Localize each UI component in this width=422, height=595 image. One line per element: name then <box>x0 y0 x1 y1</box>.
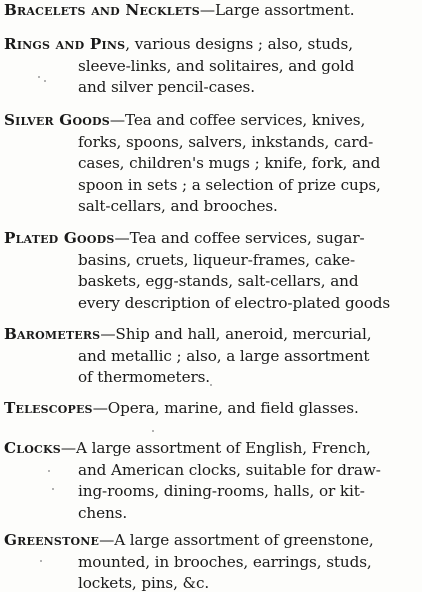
entry-text: Ship and hall, aneroid, mercurial, <box>115 325 372 343</box>
entry-heading: Bracelets and Necklets <box>4 1 200 19</box>
print-speck <box>40 560 42 562</box>
entry-line <box>0 34 418 56</box>
entry-text: Tea and coffee services, knives, <box>125 111 366 129</box>
entry-text: baskets, egg-stands, salt-cellars, and <box>78 272 359 290</box>
entry-line <box>0 398 418 420</box>
entry-text: of thermometers. <box>78 368 211 386</box>
entry-separator: — <box>199 1 215 19</box>
entry-heading: Greenstone <box>4 531 100 549</box>
entry-line <box>0 228 418 250</box>
print-speck <box>38 76 40 78</box>
entry-text: and silver pencil-cases. <box>78 78 255 96</box>
entry-text: salt-cellars, and brooches. <box>78 197 278 215</box>
entry-text: sleeve-links, and solitaires, and gold <box>78 56 355 75</box>
entry-separator: — <box>92 399 108 417</box>
entry-heading: Clocks <box>4 439 61 457</box>
entry-text: spoon in sets ; a selection of prize cups, <box>78 175 381 194</box>
entry-heading: Plated Goods <box>4 229 115 247</box>
entry-text: every description of electro-plated goods <box>78 293 391 312</box>
entry-text: A large assortment of greenstone, <box>114 531 374 549</box>
entry-text: Tea and coffee services, sugar- <box>129 229 365 247</box>
entry-heading: Barometers <box>4 325 101 343</box>
entry-separator: — <box>60 439 76 457</box>
entry-text: A large assortment of English, French, <box>75 439 371 457</box>
entry-rings <box>0 34 418 99</box>
entry-text: cases, children's mugs ; knife, fork, and <box>78 154 381 172</box>
entry-separator: — <box>114 229 130 247</box>
entry-line <box>0 324 418 346</box>
entry-separator: — <box>100 325 116 343</box>
entry-text: lockets, pins, &c. <box>78 574 210 592</box>
entry-text: chens. <box>78 503 128 522</box>
entry-barometers <box>0 324 418 389</box>
entry-line <box>0 110 418 132</box>
entry-heading: Telescopes <box>4 399 93 417</box>
entry-clocks <box>0 438 418 524</box>
entry-telescopes <box>0 398 418 420</box>
print-speck <box>152 430 154 432</box>
entry-text: forks, spoons, salvers, inkstands, card- <box>78 132 374 151</box>
entry-line <box>0 0 418 22</box>
entry-heading: Rings and Pins <box>4 35 126 53</box>
entry-separator: — <box>109 111 126 129</box>
entry-silver-goods <box>0 110 418 218</box>
entry-separator: , <box>125 35 135 53</box>
entry-line <box>0 438 418 460</box>
entry-text: and metallic ; also, a large assortment <box>78 346 370 365</box>
entry-heading: Silver Goods <box>4 111 110 129</box>
entry-text: ing-rooms, dining-rooms, halls, or kit- <box>78 482 365 500</box>
entry-text: Opera, marine, and field glasses. <box>107 399 359 417</box>
entry-text: basins, cruets, liqueur-frames, cake- <box>78 250 356 269</box>
entry-separator: — <box>99 531 115 549</box>
entry-text: mounted, in brooches, earrings, studs, <box>78 552 372 571</box>
entry-text: Large assortment. <box>214 1 355 19</box>
entry-text: various designs ; also, studs, <box>134 35 353 53</box>
entry-bracelets <box>0 0 418 22</box>
entry-text: and American clocks, suitable for draw- <box>78 460 381 479</box>
print-speck <box>48 470 50 472</box>
entry-plated-goods <box>0 228 418 314</box>
entry-line <box>0 530 418 552</box>
print-speck <box>210 384 212 386</box>
entry-greenstone <box>0 530 418 595</box>
print-speck <box>44 80 46 82</box>
print-speck <box>52 488 54 490</box>
